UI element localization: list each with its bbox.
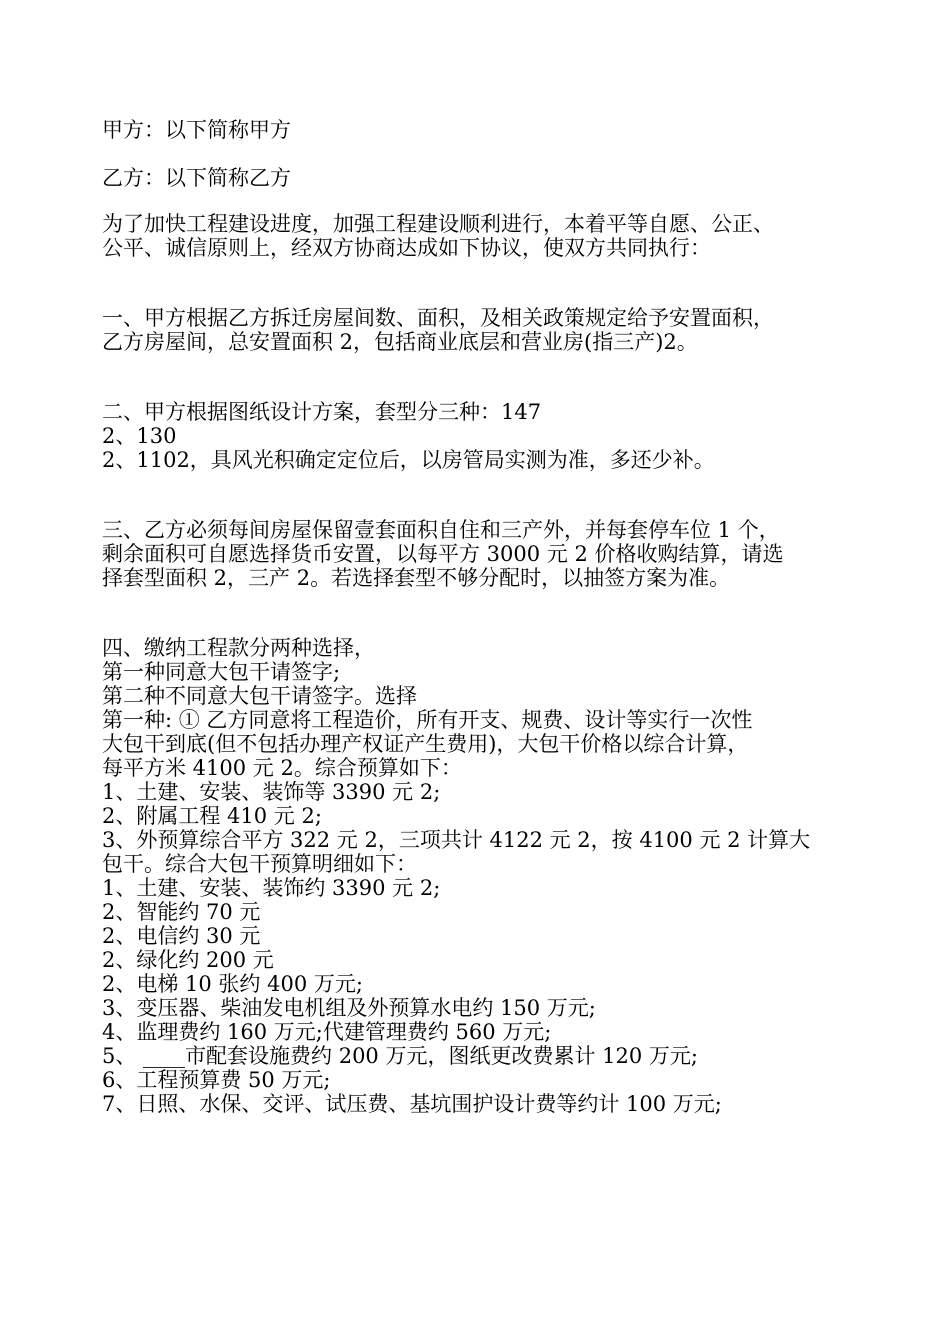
text-line: 大包干到底(但不包括办理产权证产生费用)，大包干价格以综合计算， [102, 732, 749, 756]
text-line: 三、乙方必须每间房屋保留壹套面积自住和三产外，并每套停车位 1 个， [102, 518, 780, 542]
party-a-line: 甲方：以下简称甲方 [102, 118, 291, 142]
text-line: 2、1102，具风光积确定定位后，以房管局实测为准，多还少补。 [102, 448, 715, 472]
text-line: 第一种: ① 乙方同意将工程造价，所有开支、规费、设计等实行一次性 [102, 708, 753, 732]
text-line: 为了加快工程建设进度，加强工程建设顺利进行，本着平等自愿、公正、 [102, 212, 774, 236]
text-line: 一、甲方根据乙方拆迁房屋间数、面积，及相关政策规定给予安置面积， [102, 306, 774, 330]
document-body [102, 118, 882, 1116]
text-line: 乙方房屋间，总安置面积 2，包括商业底层和营业房(指三产)2。 [102, 330, 698, 354]
text-line: 6、工程预算费 50 万元; [102, 1068, 331, 1092]
preamble-paragraph [102, 212, 882, 260]
text-line: 第一种同意大包干请签字; [102, 660, 341, 684]
text-line: 7、日照、水保、交评、试压费、基坑围护设计费等约计 100 万元; [102, 1092, 722, 1116]
clause-1-paragraph [102, 306, 882, 354]
text-line: 四、缴纳工程款分两种选择， [102, 636, 375, 660]
text-line: 3、外预算综合平方 322 元 2，三项共计 4122 元 2，按 4100 元 2 计算大 [102, 828, 811, 852]
text-line: 二、甲方根据图纸设计方案，套型分三种：147 [102, 400, 542, 424]
text-line: 包干。综合大包干预算明细如下： [102, 852, 417, 876]
text-line: 5、 ____市配套设施费约 200 万元，图纸更改费累计 120 万元; [102, 1044, 698, 1068]
text-line: 2、智能约 70 元 [102, 900, 261, 924]
text-line: 2、电信约 30 元 [102, 924, 261, 948]
text-line: 剩余面积可自愿选择货币安置，以每平方 3000 元 2 价格收购结算，请选 [102, 542, 784, 566]
clause-3-paragraph [102, 518, 882, 590]
clause-2-paragraph [102, 400, 882, 472]
text-line: 公平、诚信原则上，经双方协商达成如下协议，使双方共同执行： [102, 236, 711, 260]
text-line: 2、绿化约 200 元 [102, 948, 274, 972]
text-line: 2、130 [102, 424, 177, 448]
clause-4-paragraph [102, 636, 882, 1116]
text-line: 择套型面积 2，三产 2。若选择套型不够分配时，以抽签方案为准。 [102, 566, 731, 590]
text-line: 第二种不同意大包干请签字。选择 [102, 684, 417, 708]
text-line: 2、附属工程 410 元 2; [102, 804, 322, 828]
text-line: 3、变压器、柴油发电机组及外预算水电约 150 万元; [102, 996, 596, 1020]
text-line: 2、电梯 10 张约 400 万元; [102, 972, 363, 996]
text-line: 每平方米 4100 元 2。综合预算如下： [102, 756, 462, 780]
text-line: 1、土建、安装、装饰等 3390 元 2; [102, 780, 441, 804]
party-b-line: 乙方：以下简称乙方 [102, 166, 291, 190]
text-line: 4、监理费约 160 万元;代建管理费约 560 万元; [102, 1020, 552, 1044]
text-line: 1、土建、安装、装饰约 3390 元 2; [102, 876, 441, 900]
